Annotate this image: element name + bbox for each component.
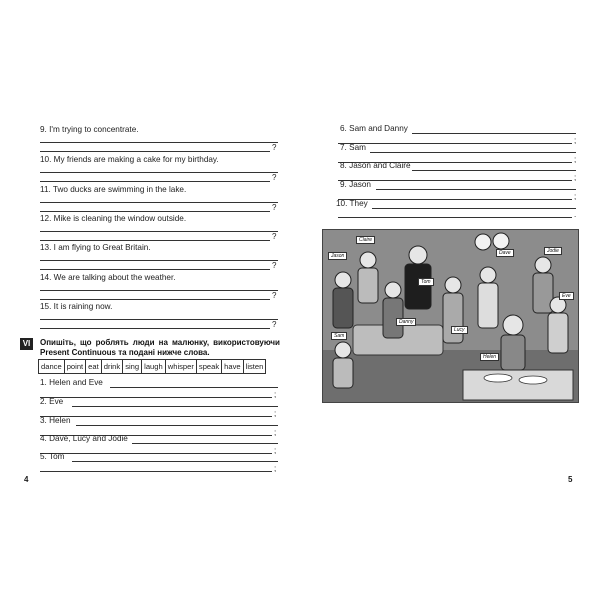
semicolon: ; [274,446,277,455]
answer-line[interactable] [412,133,576,134]
period: . [574,210,577,219]
word-cell: speak [196,360,221,374]
page-number-right: 5 [568,475,573,484]
answer-line[interactable] [40,416,272,417]
semicolon: ; [574,155,577,164]
question-mark: ? [272,291,277,300]
label-dave: Dave [496,249,514,257]
exercise-item-7: 7. Sam [340,143,366,152]
answer-line[interactable] [132,443,278,444]
answer-line[interactable] [40,211,270,212]
semicolon: ; [274,464,277,473]
exercise-item-4: 4. Dave, Lucy and Jodie [40,434,128,443]
exercise-item-1: 1. Helen and Eve [40,378,103,387]
semicolon: ; [274,390,277,399]
label-helen: Helen [480,353,499,361]
word-cell: whisper [165,360,196,374]
answer-line[interactable] [40,397,272,398]
word-cell: point [64,360,85,374]
question-11: 11. Two ducks are swimming in the lake. [40,185,187,194]
question-15: 15. It is raining now. [40,302,113,311]
question-mark: ? [272,261,277,270]
answer-line[interactable] [72,406,278,407]
answer-line[interactable] [72,461,278,462]
answer-line[interactable] [372,208,576,209]
answer-line[interactable] [110,387,278,388]
answer-line[interactable] [40,299,270,300]
party-illustration [322,229,579,403]
word-cell: dance [39,360,65,374]
section-instruction: Опишіть, що роблять люди на малюнку, використовуючи [40,338,280,347]
label-eve: Eve [559,292,574,300]
answer-line[interactable] [40,328,270,329]
semicolon: ; [574,173,577,182]
answer-line[interactable] [40,172,278,173]
question-mark: ? [272,203,277,212]
answer-line[interactable] [40,151,270,152]
answer-line[interactable] [40,142,278,143]
answer-line[interactable] [412,170,576,171]
exercise-item-8: 8. Jason and Claire [340,161,411,170]
answer-line[interactable] [40,240,270,241]
section-instruction-line2: Present Continuous та подані нижче слова. [40,348,210,357]
answer-line[interactable] [40,181,270,182]
label-tom: Tom [418,278,434,286]
answer-line[interactable] [40,202,278,203]
word-cell: have [222,360,243,374]
semicolon: ; [574,192,577,201]
exercise-item-5: 5. Tom [40,452,65,461]
exercise-item-6: 6. Sam and Danny [340,124,408,133]
semicolon: ; [274,428,277,437]
word-cell: drink [101,360,122,374]
question-9: 9. I'm trying to concentrate. [40,125,139,134]
semicolon: ; [574,136,577,145]
answer-line[interactable] [338,143,572,144]
semicolon: ; [274,409,277,418]
question-mark: ? [272,232,277,241]
exercise-item-9: 9. Jason [340,180,371,189]
answer-line[interactable] [338,199,572,200]
question-12: 12. Mike is cleaning the window outside. [40,214,187,223]
word-cell: sing [123,360,142,374]
party-scene [323,230,578,402]
answer-line[interactable] [40,269,270,270]
answer-line[interactable] [40,453,272,454]
question-14: 14. We are talking about the weather. [40,273,176,282]
answer-line[interactable] [338,180,572,181]
question-mark: ? [272,173,277,182]
exercise-item-2: 2. Eve [40,397,64,406]
page-number-left: 4 [24,475,29,484]
answer-line[interactable] [76,425,278,426]
exercise-item-10: 10. They [336,199,368,208]
question-mark: ? [272,143,277,152]
label-jason: Jason [328,252,347,260]
exercise-item-3: 3. Helen [40,416,71,425]
answer-line[interactable] [370,152,576,153]
label-claire: Claire [356,236,375,244]
word-cell: listen [243,360,266,374]
answer-line[interactable] [376,189,576,190]
label-lucy: Lucy [451,326,468,334]
word-cell: eat [86,360,102,374]
word-cell: laugh [142,360,166,374]
question-mark: ? [272,320,277,329]
answer-line[interactable] [40,471,272,472]
question-10: 10. My friends are making a cake for my birthday. [40,155,219,164]
answer-line[interactable] [338,217,572,218]
label-danny: Danny [396,318,416,326]
answer-line[interactable] [40,260,278,261]
word-bank [38,359,266,374]
answer-line[interactable] [40,319,278,320]
answer-line[interactable] [40,290,278,291]
label-sam: Sam [331,332,347,340]
label-jodie: Jodie [544,247,562,255]
question-13: 13. I am flying to Great Britain. [40,243,151,252]
answer-line[interactable] [40,231,278,232]
section-badge: VI [20,338,33,350]
